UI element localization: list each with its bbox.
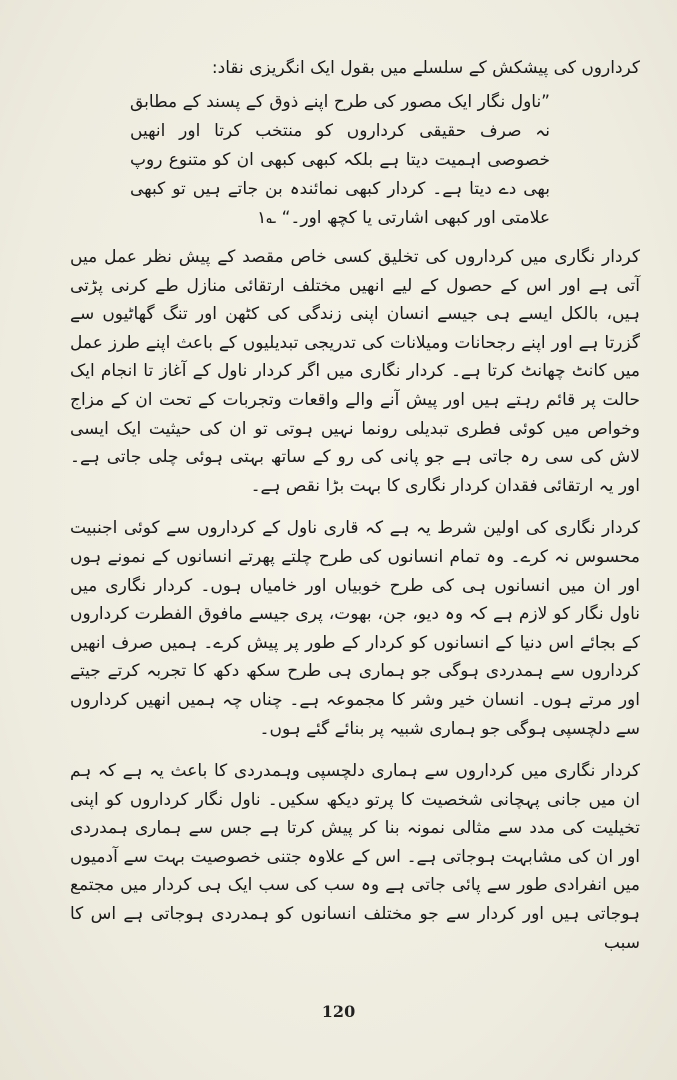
page-number: 120 — [321, 1002, 356, 1021]
block-quote: ”ناول نگار ایک مصور کی طرح اپنے ذوق کے پسند کے مطابق نہ صرف حقیقی کرداروں کو منتخب کرتا اور انھیں خصوصی اہمیت دیتا ہے بلکہ کبھی کبھی ان کو متنوع روپ بھی دے دیتا ہے۔ کردار کبھی نمائندہ بن جاتے ہیں تو کبھی علامتی اور کبھی اشارتی یا کچھ اور۔“ ؎۱ — [130, 92, 550, 228]
paragraph-1: کردار نگاری میں کرداروں کی تخلیق کسی خاص مقصد کے پیش نظر عمل میں آتی ہے اور اس کے حصول کے لیے انھیں مختلف ارتقائی منازل طے کرنی پڑتی ہیں، بالکل ایسے ہی جیسے انسان اپنی زندگی کی کٹھن اور تنگ گھاٹیوں سے گزرتا ہے اور اپنے رجحانات ومیلانات کی تدریجی تبدیلیوں کے باعث اپنے طرز عمل میں کانٹ چھانٹ کرتا ہے۔ کردار نگاری میں اگر کردار ناول کے آغاز تا انجام ایک حالت پر قائم رہتے ہیں اور پیش آنے والے واقعات وتجربات کے تحت ان کے مزاج وخواص میں کوئی فطری تبدیلی رونما نہیں ہوتی تو ان کی حیثیت ایک ایسی لاش کی سی رہ جاتی ہے جو پانی کی رو کے ساتھ بہتی ہوئی چلی جاتی ہے۔ اور یہ ارتقائی فقدان کردار نگاری کا بہت بڑا نقص ہے۔ — [70, 247, 640, 496]
paragraph-2: کردار نگاری کی اولین شرط یہ ہے کہ قاری ناول کے کرداروں سے کوئی اجنبیت محسوس نہ کرے۔ وہ تمام انسانوں کی طرح چلتے پھرتے انسانوں کے نمونے ہوں اور ان میں انسانوں ہی کی طرح خوبیاں اور خامیاں ہوں۔ کردار نگاری میں ناول نگار کو لازم ہے کہ وہ دیو، جن، بھوت، پری جیسے مافوق الفطرت کرداروں کے بجائے اس دنیا کے انسانوں کو کردار کے طور پر پیش کرے۔ ہمیں صرف انھیں کرداروں سے ہمدردی ہوگی جو ہماری ہی طرح سکھ دکھ کا تجربہ کرتے جیتے اور مرتے ہوں۔ انسان خیر وشر کا مجموعہ ہے۔ چناں چہ ہمیں انھیں کرداروں سے دلچسپی ہوگی جو ہماری شبیہ پر بنائے گئے ہوں۔ — [70, 518, 640, 739]
paragraph-3: کردار نگاری میں کرداروں سے ہماری دلچسپی وہمدردی کا باعث یہ ہے کہ ہم ان میں جانی پہچانی شخصیت کا پرتو دیکھ سکیں۔ ناول نگار کرداروں کو اپنی تخیلیت کی مدد سے مثالی نمونہ بنا کر پیش کرتا ہے جس سے ہماری ہمدردی اور ان کی مشابہت ہوجاتی ہے۔ اس کے علاوہ جتنی خصوصیت بہت سے آدمیوں میں انفرادی طور سے پائی جاتی ہے وہ سب کی سب ایک ہی کردار میں مجتمع ہوجاتی ہیں اور کردار سے جو مختلف انسانوں کو ہمدردی ہوجاتی ہے اس کا سبب — [70, 761, 640, 953]
page-body — [70, 54, 640, 971]
lead-line: کرداروں کی پیشکش کے سلسلے میں بقول ایک انگریزی نقاد: — [211, 58, 640, 78]
